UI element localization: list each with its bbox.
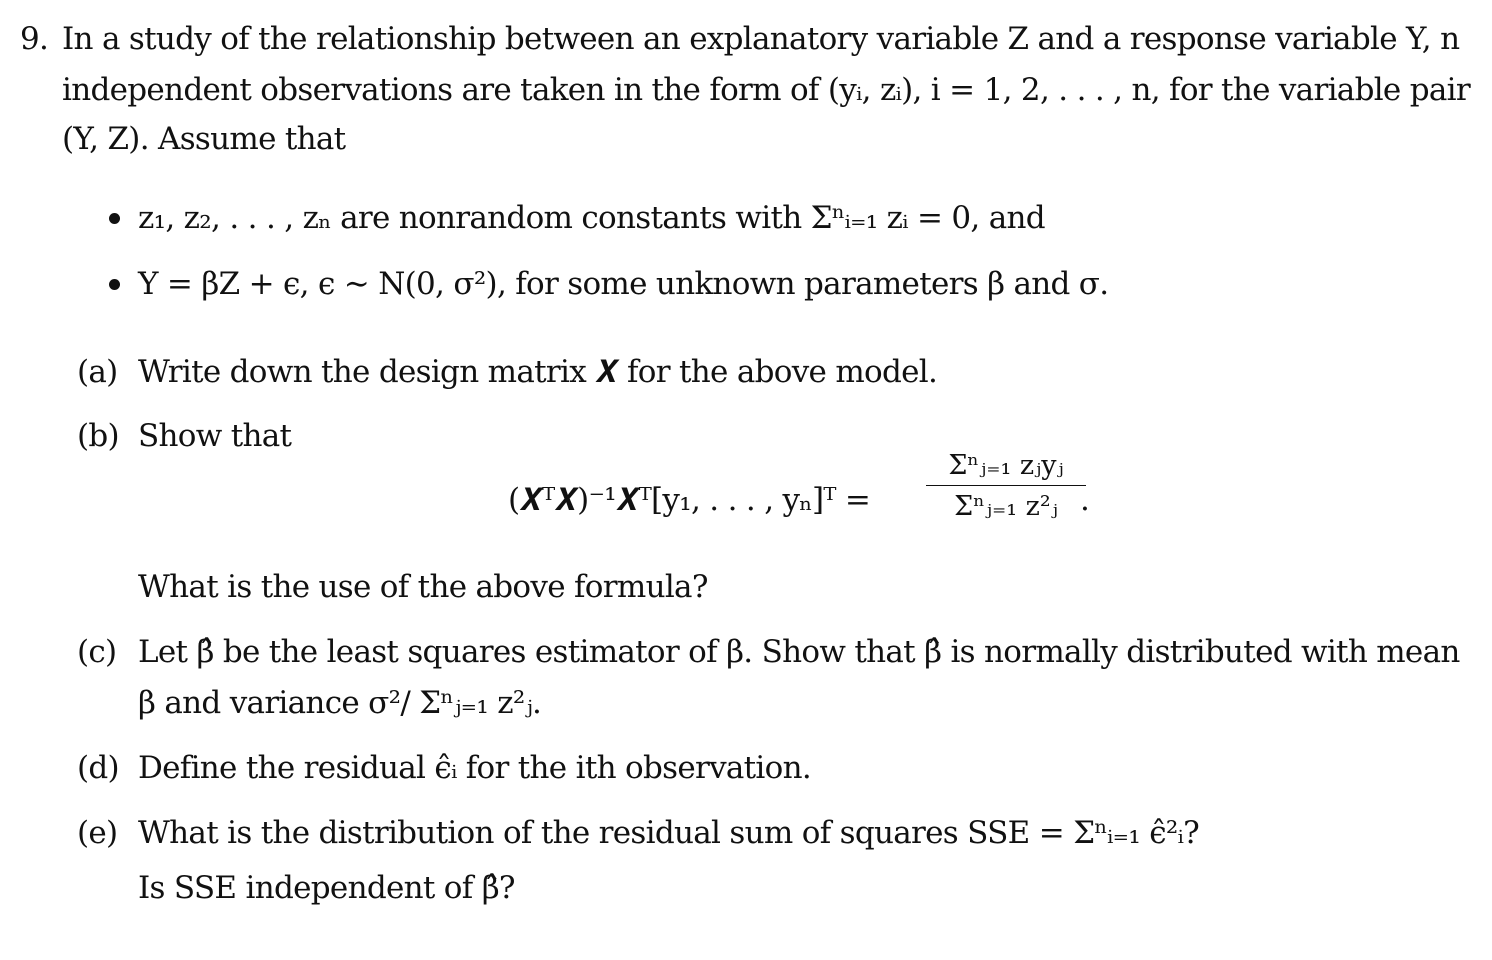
part-e-line-1: What is the distribution of the residual sum of squares SSE = Σⁿᵢ₌₁ ϵ̂²ᵢ? xyxy=(138,815,1200,851)
intro-line-2: independent observations are taken in the form of (yᵢ, zᵢ), i = 1, 2, . . . , n, for the variable pair xyxy=(62,72,1470,108)
part-b-followup: What is the use of the above formula? xyxy=(138,569,708,605)
formula-numerator: Σⁿⱼ₌₁ zⱼyⱼ xyxy=(948,450,1064,481)
part-d-label: (d) xyxy=(77,750,119,786)
part-a-text: Write down the design matrix 𝑿 for the above model. xyxy=(138,354,938,390)
assumption-1: z₁, z₂, . . . , zₙ are nonrandom constants with Σⁿᵢ₌₁ zᵢ = 0, and xyxy=(138,200,1045,236)
intro-line-3: (Y, Z). Assume that xyxy=(62,121,346,157)
formula-lhs: (𝑿ᵀ𝑿)⁻¹𝑿ᵀ[y₁, . . . , yₙ]ᵀ = xyxy=(508,482,871,518)
assumption-2: Y = βZ + ϵ, ϵ ∼ N(0, σ²), for some unknown parameters β and σ. xyxy=(138,266,1109,302)
problem-number: 9. xyxy=(20,21,49,57)
intro-line-1: In a study of the relationship between an explanatory variable Z and a response variable Y, n xyxy=(62,21,1460,57)
part-a-label: (a) xyxy=(77,354,118,390)
part-e-label: (e) xyxy=(77,815,118,851)
part-c-label: (c) xyxy=(77,634,117,670)
formula-denominator: Σⁿⱼ₌₁ z²ⱼ xyxy=(954,491,1058,522)
part-c-line-1: Let β̂ be the least squares estimator of β. Show that β̂ is normally distributed with mean xyxy=(138,634,1460,670)
bullet-icon xyxy=(109,279,120,290)
part-c-line-2: β and variance σ²/ Σⁿⱼ₌₁ z²ⱼ. xyxy=(138,685,542,721)
part-d-text: Define the residual ϵ̂ᵢ for the ith observation. xyxy=(138,750,812,786)
formula-fraction xyxy=(926,452,1086,520)
fraction-bar xyxy=(926,485,1086,486)
part-e-line-2: Is SSE independent of β̂? xyxy=(138,870,515,906)
part-b-text: Show that xyxy=(138,418,292,454)
formula-end: . xyxy=(1080,482,1090,518)
part-b-label: (b) xyxy=(77,418,119,454)
bullet-icon xyxy=(109,213,120,224)
